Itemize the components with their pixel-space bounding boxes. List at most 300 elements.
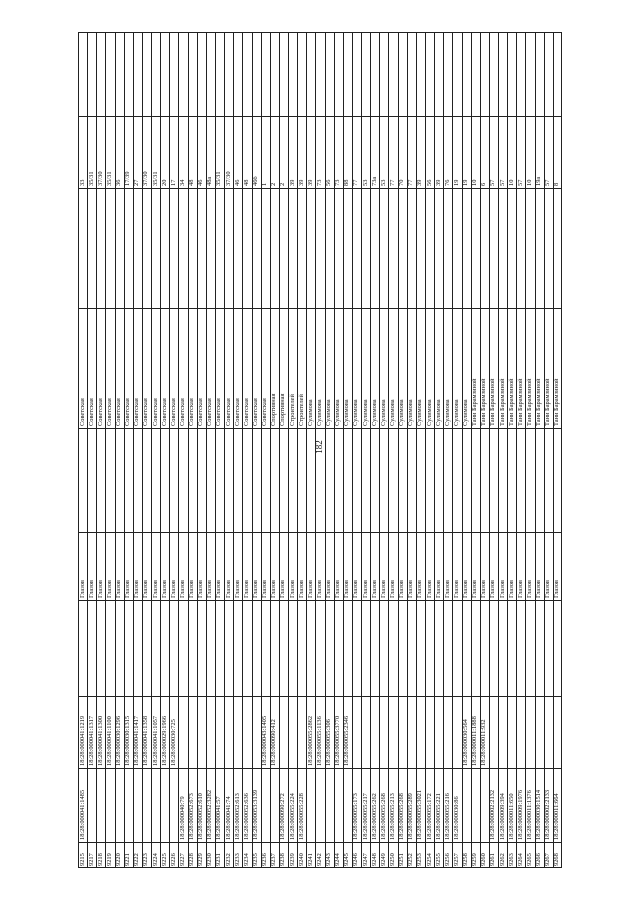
cell-street: Советская <box>160 398 168 426</box>
cell-city: Глазов <box>535 580 543 598</box>
record-separator <box>178 32 179 868</box>
cell-city: Глазов <box>398 580 406 598</box>
cell-num: 9220 <box>115 853 123 866</box>
cell-street: Советская <box>178 398 186 426</box>
cell-house: 46 <box>233 179 241 186</box>
cell-city: Глазов <box>288 580 296 598</box>
cell-code-b: 18:28:000041:1317 <box>87 715 95 766</box>
cell-num: 9267 <box>544 853 552 866</box>
cell-num: 9262 <box>498 853 506 866</box>
cell-code-a: 18:28:000002:2132 <box>489 789 497 840</box>
cell-street: Сулимова <box>361 399 369 426</box>
cell-code-a: 18:28:000041:74 <box>224 796 232 840</box>
record-separator <box>416 32 417 868</box>
cell-house: 20 <box>160 179 168 186</box>
cell-house: 70 <box>398 179 406 186</box>
cell-code-a: 18:28:000052:673 <box>188 793 196 840</box>
cell-city: Глазов <box>197 580 205 598</box>
cell-street: Тани Барамзиной <box>507 378 515 426</box>
cell-num: 9235 <box>252 853 259 866</box>
cell-street: Сулимова <box>416 399 424 426</box>
cell-num: 9266 <box>535 853 543 866</box>
cell-city: Глазов <box>133 580 141 598</box>
cell-num: 9221 <box>124 853 132 866</box>
cell-city: Глазов <box>516 580 524 598</box>
cell-num: 9245 <box>343 853 351 866</box>
cell-code-a: 18:28:000055:262 <box>370 793 378 840</box>
cell-city: Глазов <box>115 580 123 598</box>
cell-num: 9250 <box>388 853 396 866</box>
cell-house: 39 <box>434 179 442 186</box>
record-separator <box>489 32 490 868</box>
cell-street: Советская <box>242 398 250 426</box>
cell-city: Глазов <box>315 580 323 598</box>
cell-city: Глазов <box>379 580 387 598</box>
cell-street: Советская <box>252 398 259 426</box>
cell-street: Советская <box>197 398 205 426</box>
cell-num: 9257 <box>452 853 460 866</box>
record-separator <box>361 32 362 868</box>
cell-house: 37/30 <box>224 171 232 186</box>
record-separator <box>398 32 399 868</box>
cell-house: 37/30 <box>96 171 104 186</box>
cell-num: 9233 <box>233 853 241 866</box>
cell-num: 9248 <box>370 853 378 866</box>
cell-num: 9232 <box>224 853 232 866</box>
record-separator <box>352 32 353 868</box>
cell-code-b: 18:28:000041:1358 <box>142 715 150 766</box>
cell-city: Глазов <box>343 580 351 598</box>
cell-city: Глазов <box>169 580 177 598</box>
cell-city: Глазов <box>352 580 360 598</box>
cell-code-a: 18:28:000030:86 <box>452 796 460 840</box>
cell-house: 46б <box>252 176 259 186</box>
record-separator <box>206 32 207 868</box>
cell-street: Сулимова <box>334 399 342 426</box>
cell-city: Глазов <box>425 580 433 598</box>
cell-num: 9263 <box>507 853 515 866</box>
cell-street: Советская <box>215 398 223 426</box>
cell-street: Сулимова <box>434 399 442 426</box>
cell-city: Глазов <box>224 580 232 598</box>
cell-house: 19 <box>452 179 460 186</box>
cell-street: Спортивная <box>270 393 278 426</box>
cell-code-b: 18:28:000055:3770 <box>334 715 342 766</box>
record-separator <box>544 32 545 868</box>
cell-city: Глазов <box>407 580 415 598</box>
cell-city: Глазов <box>325 580 333 598</box>
cell-house: 10 <box>525 179 533 186</box>
field-separator <box>78 308 562 309</box>
cell-house: 10 <box>507 179 515 186</box>
cell-code-b: 18:28:000041:1057 <box>151 715 159 766</box>
cell-num: 9252 <box>407 853 415 866</box>
field-separator <box>78 842 562 843</box>
cell-city: Глазов <box>297 580 305 598</box>
cell-code-a: 18:28:000053:3139 <box>252 789 259 840</box>
cell-street: Сулимова <box>407 399 415 426</box>
cell-city: Глазов <box>105 580 113 598</box>
cell-code-a: 18:28:000011:1376 <box>525 790 533 840</box>
cell-num: 9246 <box>352 853 360 866</box>
cell-house: 33 <box>78 179 86 186</box>
field-separator <box>78 696 562 697</box>
record-separator <box>425 32 426 868</box>
cell-code-b: 18:28:000030:1296 <box>115 715 123 766</box>
field-separator <box>78 428 562 429</box>
cell-street: Советская <box>169 398 177 426</box>
record-separator <box>516 32 517 868</box>
cell-house: 35/31 <box>151 171 159 186</box>
cell-house: 56 <box>325 179 333 186</box>
cell-house: 17 <box>169 179 177 186</box>
cell-street: Советская <box>151 398 159 426</box>
cell-code-b: 18:28:000055:306 <box>325 719 333 766</box>
cell-city: Глазов <box>525 580 533 598</box>
record-separator <box>498 32 499 868</box>
cell-city: Глазов <box>279 580 287 598</box>
field-separator <box>78 188 562 189</box>
cell-city: Глазов <box>151 580 159 598</box>
cell-code-b: 18:28:000030:1315 <box>124 715 132 766</box>
cell-street: Тани Барамзиной <box>480 378 488 426</box>
cell-num: 9225 <box>160 853 168 866</box>
cell-num: 9219 <box>105 853 113 866</box>
cell-city: Глазов <box>553 580 561 598</box>
cell-street: Сулимова <box>315 399 323 426</box>
cell-code-a: 18:28:000011:664 <box>553 793 561 840</box>
cell-street: Спортивная <box>279 393 287 426</box>
cell-city: Глазов <box>215 580 223 598</box>
cell-street: Сулимова <box>379 399 387 426</box>
cell-num: 9228 <box>188 853 196 866</box>
cell-num: 9224 <box>151 853 159 866</box>
cell-code-a: 18:28:000052:613 <box>233 793 241 840</box>
cell-code-a: 18:28:000011:650 <box>507 793 515 840</box>
cell-num: 9240 <box>297 853 305 866</box>
cell-city: Глазов <box>480 580 488 598</box>
cell-num: 9231 <box>215 853 223 866</box>
cell-code-a: 18:28:000055:213 <box>388 793 396 840</box>
cell-street: Сулимова <box>425 399 433 426</box>
cell-house: 48 <box>242 179 250 186</box>
cell-code-a: 18:28:000009:1976 <box>516 789 524 840</box>
cell-street: Советская <box>124 398 132 426</box>
cell-house: 37/30 <box>142 171 150 186</box>
cell-city: Глазов <box>78 580 86 598</box>
cell-num: 9230 <box>206 853 214 866</box>
cell-street: Советская <box>105 398 113 426</box>
record-separator <box>553 32 554 868</box>
field-separator <box>78 116 562 117</box>
cell-code-b: 18:28:000090:412 <box>270 719 278 766</box>
cell-street: Сулимова <box>443 399 451 426</box>
cell-code-b: 18:28:000011:932 <box>480 719 488 766</box>
cell-house: 2 <box>270 182 278 186</box>
record-separator <box>215 32 216 868</box>
cell-street: Советская <box>206 398 214 426</box>
cell-street: Советская <box>233 398 241 426</box>
record-separator <box>242 32 243 868</box>
cell-city: Глазов <box>434 580 442 598</box>
cell-city: Глазов <box>252 580 259 598</box>
cell-num: 9249 <box>379 853 387 866</box>
cell-num: 9264 <box>516 853 524 866</box>
cell-code-a: 18:28:000041:1485 <box>78 789 86 840</box>
cell-house: 10 <box>471 179 479 186</box>
cell-num: 9241 <box>306 853 314 866</box>
table-border-right <box>561 32 562 868</box>
cell-num: 9255 <box>434 853 442 866</box>
cell-city: Глазов <box>489 580 497 598</box>
cell-code-a: 18:28:000055:228 <box>297 793 305 840</box>
cell-city: Глазов <box>498 580 506 598</box>
cell-house: 17/39 <box>124 171 132 186</box>
cell-street: Тани Барамзиной <box>525 378 533 426</box>
record-separator <box>370 32 371 868</box>
cell-code-a: 18:28:000055:172 <box>425 793 433 840</box>
record-separator <box>297 32 298 868</box>
cell-city: Глазов <box>334 580 342 598</box>
cell-city: Глазов <box>507 580 515 598</box>
cell-house: 88 <box>343 179 351 186</box>
cell-num: 9239 <box>288 853 296 866</box>
cell-code-a: 18:28:000055:221 <box>434 793 442 840</box>
cell-code-a: 18:28:000090:272 <box>279 793 287 840</box>
record-separator <box>224 32 225 868</box>
cell-code-b: 18:28:000041:1300 <box>96 715 104 766</box>
record-separator <box>452 32 453 868</box>
cell-num: 9222 <box>133 853 141 866</box>
cell-house: 77 <box>352 179 360 186</box>
cell-city: Глазов <box>142 580 150 598</box>
cell-house: 39 <box>297 179 305 186</box>
cell-num: 9242 <box>315 853 323 866</box>
cell-street: Советская <box>142 398 150 426</box>
cell-house: 57 <box>516 179 524 186</box>
record-separator <box>252 32 253 868</box>
cell-street: Тани Барамзиной <box>471 378 479 426</box>
cell-street: Строителей <box>297 394 305 426</box>
cell-city: Глазов <box>443 580 451 598</box>
cell-house: 39 <box>416 179 424 186</box>
cell-code-a: 18:28:000055:216 <box>443 793 451 840</box>
cell-city: Глазов <box>96 580 104 598</box>
cell-house: 35/31 <box>105 171 113 186</box>
cell-street: Советская <box>87 398 95 426</box>
cell-street: Сулимова <box>343 399 351 426</box>
cell-num: 9256 <box>443 853 451 866</box>
record-separator <box>507 32 508 868</box>
cell-code-a: 18:28:000055:3021 <box>416 789 424 840</box>
cell-house: 34 <box>178 179 186 186</box>
cell-street: Советская <box>115 398 123 426</box>
cell-code-a: 18:28:000052:636 <box>242 793 250 840</box>
cell-city: Глазов <box>471 580 479 598</box>
cell-num: 9259 <box>471 853 479 866</box>
record-separator <box>388 32 389 868</box>
cell-num: 9261 <box>489 853 497 866</box>
cell-house: 36 <box>115 179 123 186</box>
cell-num: 9227 <box>178 853 186 866</box>
cell-code-b: 18:28:000055:2346 <box>343 715 351 766</box>
cell-house: 77 <box>407 179 415 186</box>
cell-house: 57 <box>498 179 506 186</box>
cell-num: 9236 <box>261 853 269 866</box>
cell-street: Тани Барамзиной <box>535 378 543 426</box>
cell-street: Советская <box>133 398 141 426</box>
cell-house: 19 <box>462 179 470 186</box>
record-separator <box>233 32 234 868</box>
cell-street: Сулимова <box>306 399 314 426</box>
cell-house: 1 <box>261 182 269 186</box>
cell-code-a: 18:28:000041:57 <box>215 796 223 840</box>
record-separator <box>379 32 380 868</box>
cell-code-a: 18:28:000040:79 <box>178 796 186 840</box>
cell-code-b: 18:28:000055:1136 <box>315 716 323 766</box>
cell-street: Строителей <box>288 394 296 426</box>
cell-num: 9226 <box>169 853 177 866</box>
cell-city: Глазов <box>361 580 369 598</box>
cell-city: Глазов <box>306 580 314 598</box>
cell-house: 2 <box>279 182 287 186</box>
cell-city: Глазов <box>233 580 241 598</box>
cell-num: 9243 <box>325 853 333 866</box>
cell-street: Советская <box>188 398 196 426</box>
record-separator <box>525 32 526 868</box>
cell-city: Глазов <box>388 580 396 598</box>
cell-house: 19а <box>535 176 543 186</box>
cell-house: 73 <box>334 179 342 186</box>
cell-street: Сулимова <box>398 399 406 426</box>
cell-house: 77 <box>388 179 396 186</box>
cell-house: 73а <box>370 176 378 186</box>
cell-code-a: 18:28:000002:2133 <box>544 789 552 840</box>
record-separator <box>188 32 189 868</box>
cell-code-a: 18:28:000052:610 <box>197 793 205 840</box>
cell-house: 76 <box>443 179 451 186</box>
cell-city: Глазов <box>160 580 168 598</box>
cell-house: 53 <box>379 179 387 186</box>
cell-city: Глазов <box>242 580 250 598</box>
cell-house: 57 <box>489 179 497 186</box>
cell-num: 9244 <box>334 853 342 866</box>
cell-num: 9215 <box>78 853 86 866</box>
cell-code-a: 18:28:000055:268 <box>398 793 406 840</box>
cell-code-a: 18:28:000030:1514 <box>535 789 543 840</box>
cell-house: 35/31 <box>87 171 95 186</box>
cell-house: 56 <box>425 179 433 186</box>
cell-city: Глазов <box>416 580 424 598</box>
cell-street: Тани Барамзиной <box>489 378 497 426</box>
cell-num: 9254 <box>425 853 433 866</box>
cell-city: Глазов <box>462 580 470 598</box>
cell-code-b: 18:28:000030:564 <box>462 719 470 766</box>
field-separator <box>78 600 562 601</box>
cell-city: Глазов <box>270 580 278 598</box>
cell-house: 73 <box>315 179 323 186</box>
cell-code-a: 18:28:000055:289 <box>407 793 415 840</box>
cell-street: Сулимова <box>325 399 333 426</box>
cell-num: 9218 <box>96 853 104 866</box>
cell-num: 9258 <box>462 853 470 866</box>
cell-street: Советская <box>96 398 104 426</box>
cell-code-b: 18:28:000041:1417 <box>133 715 141 766</box>
cell-num: 9253 <box>416 853 424 866</box>
cell-city: Глазов <box>87 580 95 598</box>
cell-house: 35/31 <box>215 171 223 186</box>
cell-city: Глазов <box>206 580 214 598</box>
record-separator <box>197 32 198 868</box>
record-separator <box>279 32 280 868</box>
cell-street: Советская <box>78 398 86 426</box>
cell-street: Тани Барамзиной <box>544 378 552 426</box>
cell-code-b: 18:28:000041:1219 <box>78 715 86 766</box>
record-separator <box>535 32 536 868</box>
cell-street: Сулимова <box>352 399 360 426</box>
cell-house: 48 <box>188 179 196 186</box>
cell-city: Глазов <box>452 580 460 598</box>
cell-num: 9237 <box>270 853 278 866</box>
cell-num: 9251 <box>398 853 406 866</box>
cell-street: Сулимова <box>462 399 470 426</box>
cell-house: 39 <box>288 179 296 186</box>
registry-table <box>78 32 562 868</box>
page-number: 182 <box>313 440 324 454</box>
cell-code-a: 18:28:000055:224 <box>288 793 296 840</box>
record-separator <box>434 32 435 868</box>
cell-city: Глазов <box>261 580 269 598</box>
record-separator <box>443 32 444 868</box>
cell-street: Советская <box>261 398 269 426</box>
cell-street: Советская <box>224 398 232 426</box>
cell-house: 48а <box>206 176 214 186</box>
cell-street: Тани Барамзиной <box>553 378 561 426</box>
cell-street: Сулимова <box>370 399 378 426</box>
cell-house: 46 <box>197 179 205 186</box>
cell-city: Глазов <box>188 580 196 598</box>
record-separator <box>288 32 289 868</box>
cell-code-b: 18:28:000043:1405 <box>261 715 269 766</box>
cell-code-a: 18:28:000052:3282 <box>206 789 214 840</box>
cell-street: Сулимова <box>388 399 396 426</box>
cell-code-b: 18:28:000041:1100 <box>105 716 113 766</box>
cell-code-a: 18:28:000055:217 <box>361 793 369 840</box>
cell-house: 39 <box>306 179 314 186</box>
cell-num: 9260 <box>480 853 488 866</box>
cell-house: 53 <box>361 179 369 186</box>
field-separator <box>78 532 562 533</box>
cell-code-b: 18:28:000029:1966 <box>160 715 168 766</box>
cell-num: 9265 <box>525 853 533 866</box>
cell-house: 8 <box>553 182 561 186</box>
record-separator <box>407 32 408 868</box>
cell-code-a: 18:28:000055:268 <box>379 793 387 840</box>
cell-num: 9217 <box>87 853 95 866</box>
cell-city: Глазов <box>178 580 186 598</box>
cell-city: Глазов <box>370 580 378 598</box>
cell-num: 9234 <box>242 853 250 866</box>
cell-num: 9223 <box>142 853 150 866</box>
cell-city: Глазов <box>544 580 552 598</box>
cell-code-b: 18:28:000011:1888 <box>471 716 479 766</box>
cell-house: 27 <box>133 179 141 186</box>
cell-house: 6 <box>480 182 488 186</box>
cell-city: Глазов <box>124 580 132 598</box>
cell-code-b: 18:28:000030:725 <box>169 719 177 766</box>
cell-house: 57 <box>544 179 552 186</box>
cell-street: Сулимова <box>452 399 460 426</box>
